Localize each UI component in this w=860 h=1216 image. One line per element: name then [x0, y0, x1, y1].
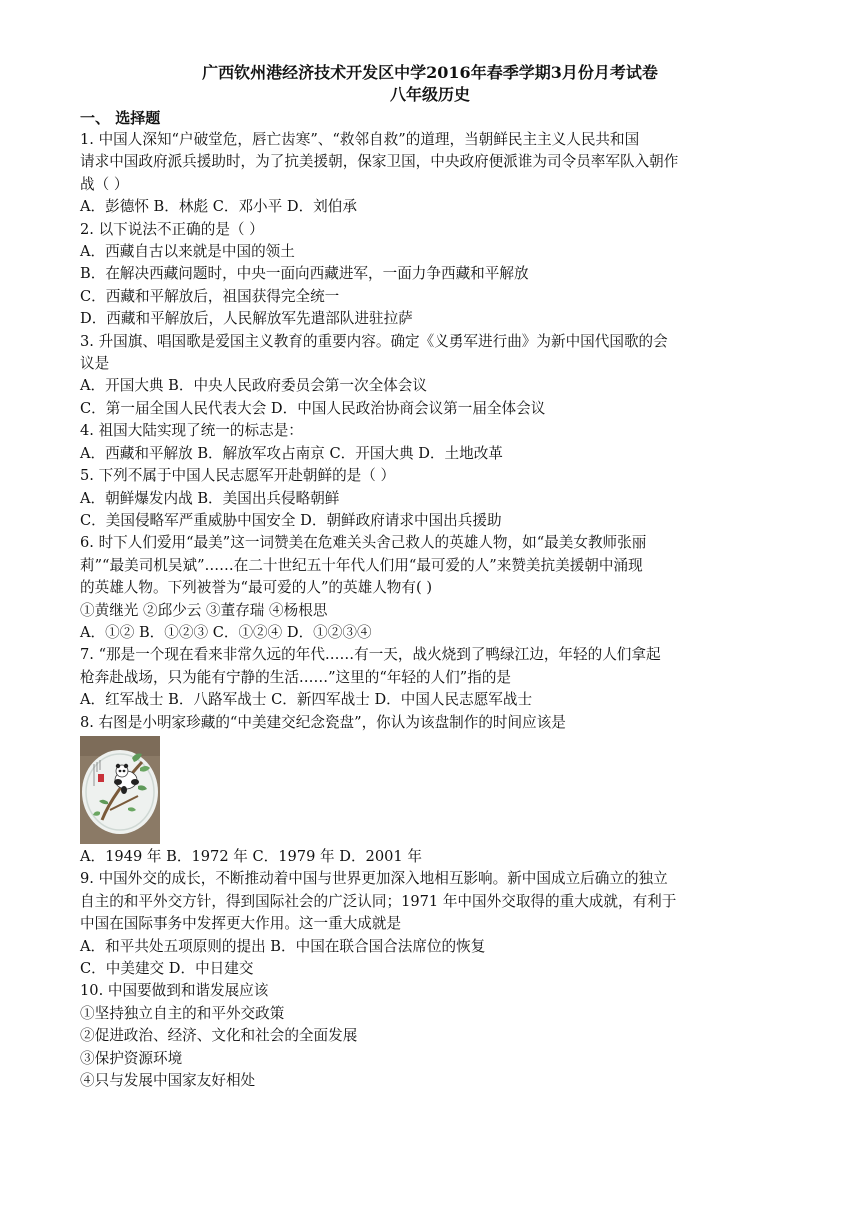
question-2-stem: 2. 以下说法不正确的是（ ） — [80, 220, 264, 238]
question-2-option-a: A．西藏自古以来就是中国的领土 — [80, 243, 295, 261]
question-9-stem-line-2: 自主的和平外交方针，得到国际社会的广泛认同；1971 年中国外交取得的重大成就，有利于 — [80, 892, 677, 910]
question-3-stem-line-1: 3. 升国旗、唱国歌是爱国主义教育的重要内容。确定《义勇军进行曲》为新中国代国歌的会 — [80, 332, 668, 350]
section-heading: 一、 选择题 — [80, 109, 161, 127]
question-6 — [80, 532, 780, 644]
question-2 — [80, 219, 780, 331]
question-5-options-line-1: A．朝鲜爆发内战 B．美国出兵侵略朝鲜 — [80, 489, 340, 507]
question-1-stem-line-2: 请求中国政府派兵援助时，为了抗美援朝，保家卫国，中央政府便派谁为司令员率军队入朝作 — [80, 153, 679, 171]
question-10-item-1: ①坚持独立自主的和平外交政策 — [80, 1004, 285, 1022]
question-1-stem-line-3: 战（ ） — [80, 175, 129, 193]
question-1 — [80, 129, 780, 219]
panda-plate-image — [80, 736, 160, 844]
question-4-stem: 4. 祖国大陆实现了统一的标志是： — [80, 422, 303, 440]
question-5 — [80, 465, 780, 532]
question-10-item-4: ④只与发展中国家友好相处 — [80, 1072, 256, 1090]
question-8 — [80, 712, 780, 869]
question-10-item-3: ③保护资源环境 — [80, 1049, 183, 1067]
question-6-stem-line-1: 6. 时下人们爱用“最美”这一词赞美在危难关头舍己救人的英雄人物，如“最美女教师张丽 — [80, 534, 647, 552]
exam-page — [80, 62, 780, 1092]
question-9-options-line-1: A．和平共处五项原则的提出 B．中国在联合国合法席位的恢复 — [80, 937, 486, 955]
question-10-item-2: ②促进政治、经济、文化和社会的全面发展 — [80, 1027, 358, 1045]
question-9-options-line-2: C．中美建交 D．中日建交 — [80, 960, 254, 977]
question-7-stem-line-2: 枪奔赴战场，只为能有宁静的生活……”这里的“年轻的人们”指的是 — [80, 668, 512, 686]
exam-title: 广西钦州港经济技术开发区中学2016年春季学期3月份月考试卷 — [202, 63, 658, 82]
question-8-stem: 8. 右图是小明家珍藏的“中美建交纪念瓷盘”，你认为该盘制作的时间应该是 — [80, 713, 566, 731]
question-2-option-b: B．在解决西藏问题时，中央一面向西藏进军，一面力争西藏和平解放 — [80, 265, 529, 283]
question-3-options-line-2: C．第一届全国人民代表大会 D．中国人民政治协商会议第一届全体会议 — [80, 399, 546, 417]
question-1-options: A．彭德怀 B．林彪 C．邓小平 D．刘伯承 — [80, 198, 357, 216]
question-2-option-d: D．西藏和平解放后，人民解放军先遣部队进驻拉萨 — [80, 310, 413, 328]
question-6-stem-line-3: 的英雄人物。下列被誉为“最可爱的人”的英雄人物有( ) — [80, 579, 433, 597]
question-4 — [80, 420, 780, 465]
panda-plate-icon — [80, 736, 160, 844]
question-4-options: A．西藏和平解放 B．解放军攻占南京 C．开国大典 D．土地改革 — [80, 444, 503, 462]
question-10 — [80, 980, 780, 1092]
question-9 — [80, 868, 780, 980]
exam-subtitle: 八年级历史 — [389, 85, 470, 104]
question-7 — [80, 644, 780, 711]
question-7-options: A．红军战士 B．八路军战士 C．新四军战士 D．中国人民志愿军战士 — [80, 691, 533, 709]
question-5-options-line-2: C．美国侵略军严重威胁中国安全 D．朝鲜政府请求中国出兵援助 — [80, 511, 502, 529]
question-6-items: ①黄继光 ②邱少云 ③董存瑞 ④杨根思 — [80, 601, 328, 619]
question-9-stem-line-3: 中国在国际事务中发挥更大作用。这一重大成就是 — [80, 915, 402, 933]
question-2-option-c: C．西藏和平解放后，祖国获得完全统一 — [80, 287, 340, 305]
question-1-stem-line-1: 1. 中国人深知“户破堂危，唇亡齿寒”、“救邻自救”的道理，当朝鲜民主主义人民共和国 — [80, 131, 640, 148]
question-3 — [80, 331, 780, 421]
question-10-stem: 10. 中国要做到和谐发展应该 — [80, 982, 269, 1000]
question-9-stem-line-1: 9. 中国外交的成长，不断推动着中国与世界更加深入地相互影响。新中国成立后确立的独立 — [80, 870, 668, 888]
question-3-options-line-1: A．开国大典 B．中央人民政府委员会第一次全体会议 — [80, 377, 427, 395]
question-3-stem-line-2: 议是 — [80, 355, 110, 373]
question-5-stem: 5. 下列不属于中国人民志愿军开赴朝鲜的是（ ） — [80, 467, 396, 485]
question-6-stem-line-2: 莉”“最美司机吴斌”……在二十世纪五十年代人们用“最可爱的人”来赞美抗美援朝中涌现 — [80, 556, 643, 574]
question-6-options: A．①② B．①②③ C．①②④ D．①②③④ — [80, 623, 372, 641]
question-7-stem-line-1: 7. “那是一个现在看来非常久远的年代……有一天，战火烧到了鸭绿江边，年轻的人们拿起 — [80, 646, 661, 664]
question-8-options: A．1949 年 B．1972 年 C．1979 年 D．2001 年 — [80, 847, 422, 865]
